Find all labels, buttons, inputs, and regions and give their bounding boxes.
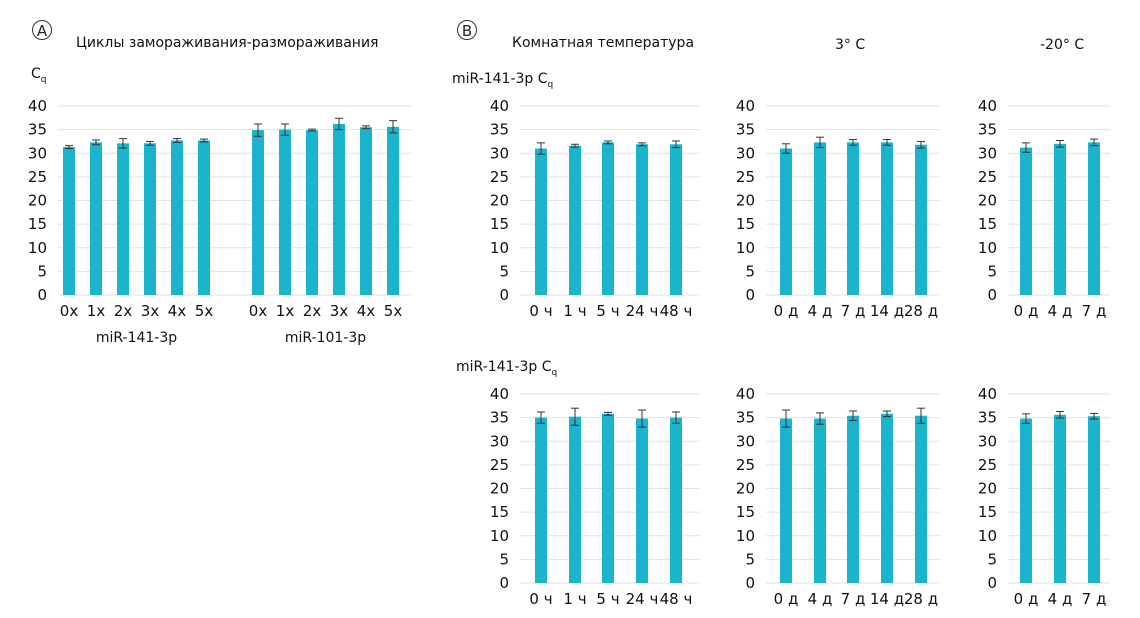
x-tick-label: 7 д (1081, 590, 1107, 608)
bar (915, 145, 927, 295)
y-tick-label: 10 (735, 238, 755, 257)
chart-b-rt-2 (490, 385, 700, 608)
group-label: miR-141-3p (95, 330, 178, 346)
y-tick-label: 5 (745, 262, 755, 281)
bar (569, 417, 581, 583)
y-tick-label: 30 (977, 144, 997, 163)
panel-a-title: Циклы замораживания-размораживания (76, 35, 379, 51)
column-title-minus20c: -20° C (1040, 37, 1085, 53)
y-tick-label: 5 (499, 262, 509, 281)
y-tick-label: 20 (27, 191, 47, 210)
x-tick-label: 0 д (773, 590, 799, 608)
y-tick-label: 10 (977, 526, 997, 545)
bar (814, 419, 826, 583)
y-tick-label: 40 (735, 97, 755, 115)
y-tick-label: 0 (499, 286, 509, 304)
bar (535, 418, 547, 583)
y-tick-label: 0 (37, 286, 47, 304)
y-tick-label: 35 (489, 120, 509, 139)
x-tick-label: 0 ч (529, 302, 553, 320)
y-tick-label: 25 (489, 167, 509, 186)
y-tick-label: 30 (27, 144, 47, 163)
row1-ylabel-sub: q (547, 79, 554, 90)
y-tick-label: 20 (489, 479, 509, 498)
bar (306, 130, 318, 295)
bar (535, 149, 547, 295)
bar (171, 140, 183, 295)
y-tick-label: 30 (977, 432, 997, 451)
y-tick-label: 40 (489, 385, 509, 403)
bar (814, 142, 826, 295)
x-tick-label: 28 д (903, 302, 939, 320)
x-tick-label: 4 д (807, 302, 833, 320)
y-tick-label: 5 (499, 550, 509, 569)
bar (670, 144, 682, 295)
y-tick-label: 5 (745, 550, 755, 569)
x-tick-label: 0 ч (529, 590, 553, 608)
y-tick-label: 15 (735, 503, 755, 522)
row1-ylabel-main: miR-141-3p C (452, 71, 548, 87)
x-tick-label: 4 д (807, 590, 833, 608)
chart-b-20c-1 (978, 97, 1110, 320)
y-tick-label: 25 (27, 167, 47, 186)
x-tick-label: 7 д (840, 590, 866, 608)
bar (279, 130, 291, 295)
x-tick-label: 1x (86, 302, 106, 320)
y-tick-label: 5 (987, 550, 997, 569)
x-tick-label: 4x (356, 302, 376, 320)
y-tick-label: 35 (489, 408, 509, 427)
bar (360, 127, 372, 295)
y-tick-label: 30 (489, 144, 509, 163)
bar (198, 140, 210, 295)
y-tick-label: 20 (977, 191, 997, 210)
x-tick-label: 0x (248, 302, 268, 320)
y-tick-label: 20 (977, 479, 997, 498)
x-tick-label: 0x (59, 302, 79, 320)
y-tick-label: 20 (735, 191, 755, 210)
x-tick-label: 3x (329, 302, 349, 320)
y-tick-label: 5 (37, 262, 47, 281)
x-tick-label: 2x (302, 302, 322, 320)
x-tick-label: 14 д (869, 302, 905, 320)
bar (1054, 144, 1066, 295)
bar (847, 142, 859, 295)
y-tick-label: 25 (735, 167, 755, 186)
x-tick-label: 4x (167, 302, 187, 320)
bar (847, 416, 859, 583)
y-tick-label: 10 (489, 238, 509, 257)
bar (915, 416, 927, 583)
x-tick-label: 5 ч (596, 302, 620, 320)
bar (144, 143, 156, 295)
row2-ylabel-main: miR-141-3p C (456, 359, 552, 375)
chart-b-rt-1 (490, 97, 700, 320)
chart-b-20c-2 (978, 385, 1110, 608)
y-tick-label: 15 (489, 215, 509, 234)
y-tick-label: 5 (987, 262, 997, 281)
x-tick-label: 0 д (1013, 590, 1039, 608)
y-tick-label: 40 (489, 97, 509, 115)
row2-ylabel-sub: q (551, 367, 558, 378)
x-tick-label: 5x (383, 302, 403, 320)
y-tick-label: 25 (489, 455, 509, 474)
x-tick-label: 7 д (840, 302, 866, 320)
y-tick-label: 0 (987, 286, 997, 304)
bar (636, 419, 648, 583)
y-tick-label: 10 (735, 526, 755, 545)
x-tick-label: 1 ч (563, 302, 587, 320)
y-tick-label: 35 (977, 120, 997, 139)
x-tick-label: 3x (140, 302, 160, 320)
column-title-room-temperature: Комнатная температура (512, 35, 695, 51)
y-tick-label: 15 (735, 215, 755, 234)
bar (90, 142, 102, 295)
panel-a-ylabel-sub: q (40, 74, 47, 85)
bar (881, 142, 893, 295)
y-tick-label: 35 (735, 120, 755, 139)
bar (1088, 416, 1100, 583)
y-tick-label: 25 (977, 167, 997, 186)
y-tick-label: 40 (977, 97, 997, 115)
y-tick-label: 40 (27, 97, 47, 115)
y-tick-label: 35 (735, 408, 755, 427)
chart-a (28, 97, 412, 346)
y-tick-label: 0 (499, 574, 509, 592)
x-tick-label: 4 д (1047, 590, 1073, 608)
y-tick-label: 20 (489, 191, 509, 210)
x-tick-label: 0 д (1013, 302, 1039, 320)
y-tick-label: 15 (489, 503, 509, 522)
bar (1020, 148, 1032, 295)
bar (636, 144, 648, 295)
bar (387, 127, 399, 295)
y-tick-label: 10 (27, 238, 47, 257)
y-tick-label: 15 (27, 215, 47, 234)
x-tick-label: 2x (113, 302, 133, 320)
bar (117, 143, 129, 295)
y-tick-label: 40 (977, 385, 997, 403)
y-tick-label: 30 (489, 432, 509, 451)
chart-b-3c-2 (736, 385, 940, 608)
bar (1088, 142, 1100, 295)
x-tick-label: 24 ч (625, 590, 659, 608)
y-tick-label: 35 (27, 120, 47, 139)
bar (780, 149, 792, 295)
x-tick-label: 0 д (773, 302, 799, 320)
y-tick-label: 0 (745, 574, 755, 592)
bar (881, 414, 893, 583)
y-tick-label: 35 (977, 408, 997, 427)
panel-b-letter: B (457, 20, 477, 40)
y-tick-label: 25 (735, 455, 755, 474)
y-tick-label: 30 (735, 432, 755, 451)
y-tick-label: 25 (977, 455, 997, 474)
x-tick-label: 48 ч (659, 590, 693, 608)
x-tick-label: 7 д (1081, 302, 1107, 320)
y-tick-label: 20 (735, 479, 755, 498)
x-tick-label: 1 ч (563, 590, 587, 608)
bar (569, 146, 581, 295)
column-title-3c: 3° C (835, 37, 866, 53)
bar (333, 124, 345, 295)
chart-b-3c-1 (736, 97, 940, 320)
panel-a-ylabel-main: C (31, 66, 41, 82)
bar (602, 142, 614, 295)
bar (252, 130, 264, 295)
y-tick-label: 40 (735, 385, 755, 403)
bar (1020, 419, 1032, 583)
group-label: miR-101-3p (284, 330, 367, 346)
y-tick-label: 15 (977, 503, 997, 522)
bar (1054, 415, 1066, 583)
bar (670, 418, 682, 583)
x-tick-label: 4 д (1047, 302, 1073, 320)
x-tick-label: 28 д (903, 590, 939, 608)
y-tick-label: 10 (489, 526, 509, 545)
bar (602, 414, 614, 583)
y-tick-label: 15 (977, 215, 997, 234)
y-tick-label: 30 (735, 144, 755, 163)
panel-a-letter: A (32, 20, 52, 40)
x-tick-label: 24 ч (625, 302, 659, 320)
bar (63, 147, 75, 295)
x-tick-label: 14 д (869, 590, 905, 608)
y-tick-label: 10 (977, 238, 997, 257)
x-tick-label: 48 ч (659, 302, 693, 320)
bar (780, 419, 792, 583)
y-tick-label: 0 (987, 574, 997, 592)
x-tick-label: 5 ч (596, 590, 620, 608)
x-tick-label: 5x (194, 302, 214, 320)
x-tick-label: 1x (275, 302, 295, 320)
y-tick-label: 0 (745, 286, 755, 304)
